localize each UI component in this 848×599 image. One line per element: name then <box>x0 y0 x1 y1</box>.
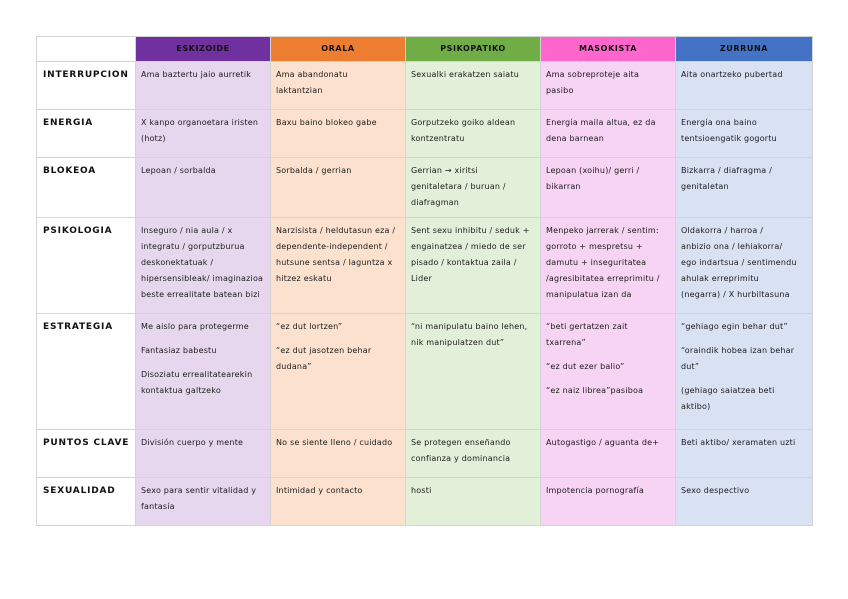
cell-text-line: Energía maila altua, ez da <box>546 118 656 127</box>
row-header-estrategia: ESTRATEGIA <box>37 314 136 430</box>
cell-text-line: División cuerpo y mente <box>141 438 244 447</box>
cell-text-line: confianza y dominancia <box>411 454 511 463</box>
cell-text-line: Sexo para sentir vitalidad y <box>141 486 257 495</box>
cell-text-line: Beti aktibo/ xeramaten uzti <box>681 438 796 447</box>
cell-text-line: Ama baztertu jaio aurretik <box>141 70 252 79</box>
cell-text-line: X kanpo organoetara iristen <box>141 118 259 127</box>
cell-text-line: Gerrian → xiritsi <box>411 166 478 175</box>
cell-psikologia-orala <box>271 218 406 314</box>
cell-text-line: beste errealitate batean bizi <box>141 290 260 299</box>
cell-text-line: Autogastigo / aguanta de+ <box>546 438 660 447</box>
column-header-masokista: MASOKISTA <box>541 37 676 62</box>
cell-text-line: Fantasiaz babestu <box>141 346 217 355</box>
cell-text-line: “ez dut lortzen” <box>276 322 343 331</box>
cell-text-line: diafragman <box>411 198 460 207</box>
column-header-psikopatiko: PSIKOPATIKO <box>406 37 541 62</box>
cell-text-line: “ez naiz librea”pasiboa <box>546 386 644 395</box>
cell-text-line: laktantzian <box>276 86 323 95</box>
cell-text-line: “ni manipulatu baino lehen, <box>411 322 528 331</box>
cell-text-line: gorroto + mespretsu + <box>546 242 643 251</box>
cell-text-line: Ama sobreproteje aita <box>546 70 640 79</box>
cell-text-line: (hotz) <box>141 134 166 143</box>
cell-spacer <box>141 335 265 343</box>
header-row <box>37 37 813 62</box>
cell-text-line: “oraindik hobea izan behar <box>681 346 795 355</box>
cell-interrupcion-zurruna <box>676 62 813 110</box>
cell-text-line: nik manipulatzen dut” <box>411 338 505 347</box>
cell-estrategia-masokista <box>541 314 676 430</box>
cell-text-line: Bizkarra / diafragma / <box>681 166 773 175</box>
row-header-puntos-clave: PUNTOS CLAVE <box>37 430 136 478</box>
cell-spacer <box>681 375 807 383</box>
cell-text-line: ahulak erreprimitu <box>681 274 759 283</box>
cell-text-line: pisado / kontaktua zaila / <box>411 258 517 267</box>
cell-text-line: dudana” <box>276 362 312 371</box>
cell-energia-masokista <box>541 110 676 158</box>
cell-text-line: integratu / gorputzburua <box>141 242 245 251</box>
cell-estrategia-zurruna <box>676 314 813 430</box>
cell-text-line: Inseguro / nia aula / x <box>141 226 233 235</box>
cell-text-line: engainatzea / miedo de ser <box>411 242 526 251</box>
cell-text-line: Sorbalda / gerrian <box>276 166 352 175</box>
cell-text-line: Baxu baino blokeo gabe <box>276 118 377 127</box>
cell-text-line: No se siente lleno / cuidado <box>276 438 393 447</box>
personality-table <box>36 36 813 526</box>
cell-text-line: ego indartsua / sentimendu <box>681 258 797 267</box>
cell-text-line: /agresibitatea erreprimitu / <box>546 274 660 283</box>
cell-text-line: (gehiago saiatzea beti <box>681 386 775 395</box>
cell-puntos-clave-eskizoide <box>136 430 271 478</box>
cell-sexualidad-zurruna <box>676 478 813 526</box>
cell-text-line: Lider <box>411 274 432 283</box>
cell-spacer <box>681 335 807 343</box>
row-header-psikologia: PSIKOLOGIA <box>37 218 136 314</box>
cell-text-line: bikarran <box>546 182 581 191</box>
cell-text-line: dut” <box>681 362 700 371</box>
cell-estrategia-orala <box>271 314 406 430</box>
row-header-sexualidad: SEXUALIDAD <box>37 478 136 526</box>
cell-text-line: deskonektatuak / <box>141 258 214 267</box>
cell-text-line: Sexualki erakatzen saiatu <box>411 70 519 79</box>
cell-sexualidad-orala <box>271 478 406 526</box>
cell-psikologia-masokista <box>541 218 676 314</box>
cell-blokeoa-masokista <box>541 158 676 218</box>
cell-sexualidad-masokista <box>541 478 676 526</box>
cell-estrategia-eskizoide <box>136 314 271 430</box>
cell-estrategia-psikopatiko <box>406 314 541 430</box>
cell-text-line: hutsune sentsa / laguntza x <box>276 258 393 267</box>
cell-text-line: Impotencia pornografía <box>546 486 645 495</box>
cell-interrupcion-masokista <box>541 62 676 110</box>
table-row <box>37 158 813 218</box>
cell-text-line: Intimidad y contacto <box>276 486 363 495</box>
cell-text-line: txarrena” <box>546 338 586 347</box>
cell-puntos-clave-masokista <box>541 430 676 478</box>
cell-blokeoa-zurruna <box>676 158 813 218</box>
cell-text-line: genitaletara / buruan / <box>411 182 506 191</box>
cell-text-line: fantasía <box>141 502 175 511</box>
cell-text-line: Se protegen enseñando <box>411 438 511 447</box>
cell-text-line: hitzez eskatu <box>276 274 332 283</box>
cell-interrupcion-psikopatiko <box>406 62 541 110</box>
cell-text-line: “ez dut ezer balio” <box>546 362 625 371</box>
row-header-blokeoa: BLOKEOA <box>37 158 136 218</box>
cell-text-line: hipersensibleak/ imaginazioa <box>141 274 264 283</box>
cell-energia-psikopatiko <box>406 110 541 158</box>
cell-text-line: Energía ona baino <box>681 118 757 127</box>
cell-text-line: pasibo <box>546 86 574 95</box>
table-row <box>37 218 813 314</box>
cell-text-line: “gehiago egin behar dut” <box>681 322 788 331</box>
column-header-eskizoide: ESKIZOIDE <box>136 37 271 62</box>
cell-text-line: Sexo despectivo <box>681 486 750 495</box>
cell-text-line: Aita onartzeko pubertad <box>681 70 783 79</box>
table-body <box>37 62 813 526</box>
cell-sexualidad-eskizoide <box>136 478 271 526</box>
cell-text-line: damutu + inseguritatea <box>546 258 647 267</box>
cell-psikologia-psikopatiko <box>406 218 541 314</box>
cell-energia-zurruna <box>676 110 813 158</box>
cell-text-line: hosti <box>411 486 432 495</box>
cell-interrupcion-orala <box>271 62 406 110</box>
cell-puntos-clave-orala <box>271 430 406 478</box>
cell-text-line: Narzisista / heldutasun eza / <box>276 226 396 235</box>
column-header-zurruna: ZURRUNA <box>676 37 813 62</box>
cell-blokeoa-psikopatiko <box>406 158 541 218</box>
corner-cell <box>37 37 136 62</box>
table-row <box>37 430 813 478</box>
cell-text-line: (negarra) / X hurbiltasuna <box>681 290 790 299</box>
row-header-interrupcion: INTERRUPCION <box>37 62 136 110</box>
cell-text-line: kontzentratu <box>411 134 465 143</box>
cell-interrupcion-eskizoide <box>136 62 271 110</box>
cell-text-line: “beti gertatzen zait <box>546 322 628 331</box>
cell-text-line: Lepoan / sorbalda <box>141 166 216 175</box>
cell-text-line: Me aislo para protegerme <box>141 322 249 331</box>
cell-spacer <box>546 375 670 383</box>
cell-text-line: kontaktua galtzeko <box>141 386 221 395</box>
cell-energia-orala <box>271 110 406 158</box>
table-row <box>37 62 813 110</box>
cell-text-line: manipulatua izan da <box>546 290 632 299</box>
cell-text-line: anbizio ona / lehiakorra/ <box>681 242 783 251</box>
cell-text-line: dena barnean <box>546 134 605 143</box>
cell-text-line: Disoziatu errealitatearekin <box>141 370 253 379</box>
cell-spacer <box>276 335 400 343</box>
cell-text-line: Sent sexu inhibitu / seduk + <box>411 226 530 235</box>
cell-text-line: aktibo) <box>681 402 711 411</box>
cell-psikologia-zurruna <box>676 218 813 314</box>
cell-text-line: Gorputzeko goiko aldean <box>411 118 516 127</box>
cell-text-line: “ez dut jasotzen behar <box>276 346 372 355</box>
cell-blokeoa-orala <box>271 158 406 218</box>
cell-text-line: tentsioengatik gogortu <box>681 134 777 143</box>
cell-text-line: Oldakorra / harroa / <box>681 226 764 235</box>
cell-psikologia-eskizoide <box>136 218 271 314</box>
table-row <box>37 478 813 526</box>
cell-puntos-clave-zurruna <box>676 430 813 478</box>
cell-spacer <box>141 359 265 367</box>
cell-text-line: Ama abandonatu <box>276 70 348 79</box>
cell-energia-eskizoide <box>136 110 271 158</box>
table-row <box>37 110 813 158</box>
cell-spacer <box>546 351 670 359</box>
cell-text-line: Menpeko jarrerak / sentim: <box>546 226 659 235</box>
cell-puntos-clave-psikopatiko <box>406 430 541 478</box>
row-header-energia: ENERGIA <box>37 110 136 158</box>
table-row <box>37 314 813 430</box>
cell-text-line: genitaletan <box>681 182 729 191</box>
cell-text-line: Lepoan (xoihu)/ gerri / <box>546 166 640 175</box>
cell-sexualidad-psikopatiko <box>406 478 541 526</box>
column-header-orala: ORALA <box>271 37 406 62</box>
cell-text-line: dependente-independent / <box>276 242 388 251</box>
cell-blokeoa-eskizoide <box>136 158 271 218</box>
